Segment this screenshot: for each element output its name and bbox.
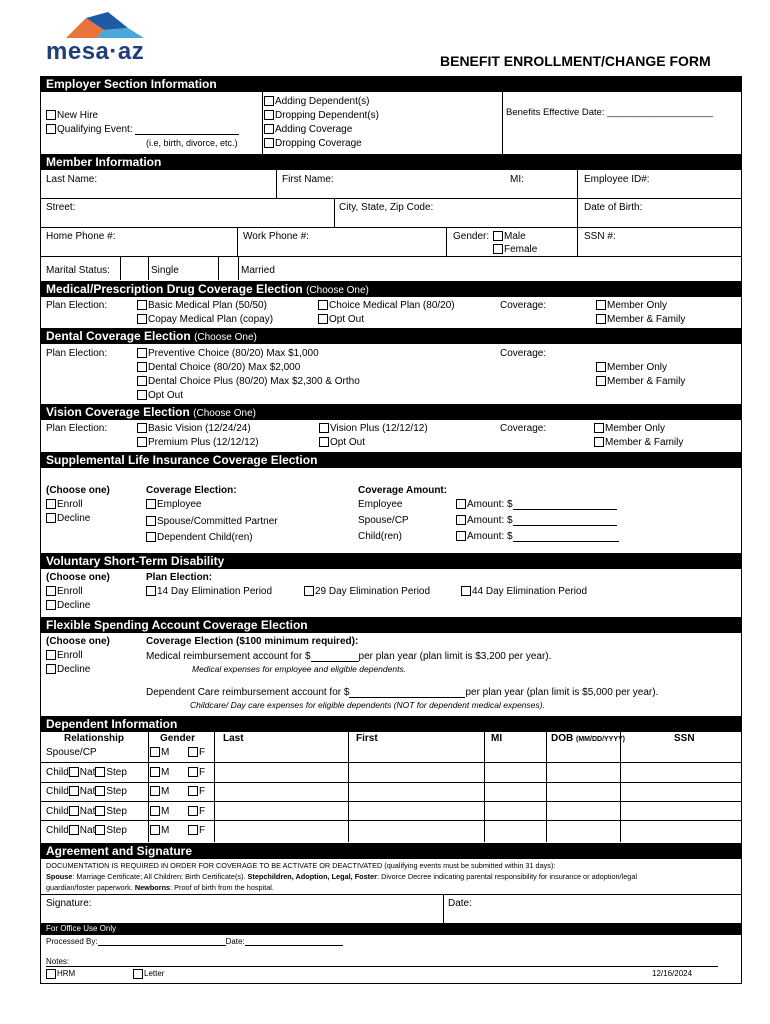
adding-coverage-checkbox[interactable] xyxy=(264,124,274,134)
life-amount-spouse-checkbox[interactable] xyxy=(456,515,466,525)
fsa-dependent-amount-field[interactable] xyxy=(349,697,465,698)
life-employee[interactable]: Employee xyxy=(146,499,201,510)
dental-member-family[interactable]: Member & Family xyxy=(596,376,685,387)
male-checkbox[interactable] xyxy=(493,231,503,241)
dependent-child-row-1: Child Nat Step xyxy=(46,767,127,778)
dental-coverage-label: Coverage: xyxy=(500,348,547,359)
hrm-checkbox[interactable] xyxy=(46,969,56,979)
child4-nat-checkbox[interactable] xyxy=(69,825,79,835)
medical-opt-out-checkbox[interactable] xyxy=(318,314,328,324)
office-section-header: For Office Use Only xyxy=(40,923,742,935)
fsa-choose-one: (Choose one) xyxy=(46,636,110,647)
marital-status-label: Marital Status: xyxy=(46,265,110,276)
change-adding-dependents[interactable]: Adding Dependent(s) xyxy=(264,96,370,107)
col-relationship: Relationship xyxy=(64,733,125,744)
agreement-section-header: Agreement and Signature xyxy=(40,843,742,859)
col-last: Last xyxy=(223,733,244,744)
fsa-section-header: Flexible Spending Account Coverage Election xyxy=(40,617,742,633)
col-first: First xyxy=(356,733,378,744)
life-amount-spouse[interactable]: Amount: $ xyxy=(456,515,617,526)
life-amount-children-label: Child(ren) xyxy=(358,531,402,542)
qualifying-event-checkbox[interactable] xyxy=(46,124,56,134)
medical-plan-election-label: Plan Election: xyxy=(46,300,108,311)
child4-gender-m[interactable]: M xyxy=(150,825,169,836)
first-name-label: First Name: xyxy=(282,174,334,185)
child4-gender-f[interactable]: F xyxy=(188,825,205,836)
qualifying-event-option[interactable]: Qualifying Event: xyxy=(46,124,239,135)
medical-choice-checkbox[interactable] xyxy=(318,300,328,310)
vision-premium-checkbox[interactable] xyxy=(137,437,147,447)
adding-dependents-checkbox[interactable] xyxy=(264,96,274,106)
life-enroll[interactable]: Enroll xyxy=(46,499,83,510)
dental-member-only[interactable]: Member Only xyxy=(596,362,667,373)
life-amount-children[interactable]: Amount: $ xyxy=(456,531,619,542)
change-dropping-dependents[interactable]: Dropping Dependent(s) xyxy=(264,110,379,121)
child1-m-checkbox[interactable] xyxy=(150,767,160,777)
dental-choice[interactable]: Dental Choice (80/20) Max $2,000 xyxy=(137,362,300,373)
life-decline-checkbox[interactable] xyxy=(46,513,56,523)
qualifying-hint: (i.e, birth, divorce, etc.) xyxy=(146,138,238,148)
life-amount-children-field[interactable] xyxy=(513,541,619,542)
mi-label: MI: xyxy=(510,174,524,185)
child2-f-checkbox[interactable] xyxy=(188,786,198,796)
benefits-effective-date[interactable]: Benefits Effective Date: ____________________ xyxy=(506,107,713,118)
child3-gender-f[interactable]: F xyxy=(188,806,205,817)
life-amount-employee-field[interactable] xyxy=(513,509,617,510)
dental-choice-checkbox[interactable] xyxy=(137,362,147,372)
life-decline[interactable]: Decline xyxy=(46,513,90,524)
vision-plus-checkbox[interactable] xyxy=(319,423,329,433)
fsa-medical-note: Medical expenses for employee and eligible dependents. xyxy=(192,664,407,674)
life-enroll-checkbox[interactable] xyxy=(46,499,56,509)
married-option[interactable]: Married xyxy=(241,265,275,276)
agreement-line-1: DOCUMENTATION IS REQUIRED IN ORDER FOR COVERAGE TO BE ACTIVATE OR DEACTIVATED (qualifying events must be submitted within 31 days): xyxy=(46,861,556,870)
employer-section-header: Employer Section Information xyxy=(40,76,742,92)
dropping-coverage-checkbox[interactable] xyxy=(264,138,274,148)
logo-text: mesa·az xyxy=(46,38,145,65)
office-notes: Notes: xyxy=(46,957,70,966)
form-revision-date: 12/16/2024 xyxy=(652,969,693,978)
vision-section-header: Vision Coverage Election (Choose One) xyxy=(40,404,742,420)
work-phone-label: Work Phone #: xyxy=(243,231,309,242)
dental-preventive[interactable]: Preventive Choice (80/20) Max $1,000 xyxy=(137,348,319,359)
fsa-decline[interactable]: Decline xyxy=(46,664,90,675)
hrm-option[interactable]: HRM xyxy=(46,969,75,979)
medical-member-only-checkbox[interactable] xyxy=(596,300,606,310)
home-phone-label: Home Phone #: xyxy=(46,231,116,242)
child2-gender-f[interactable]: F xyxy=(188,786,205,797)
gender-female-option[interactable]: Female xyxy=(493,244,537,255)
vision-member-only[interactable]: Member Only xyxy=(594,423,665,434)
office-date-field[interactable] xyxy=(245,945,343,946)
dob-label: Date of Birth: xyxy=(584,202,643,213)
life-section-header: Supplemental Life Insurance Coverage Election xyxy=(40,452,742,468)
vision-coverage-label: Coverage: xyxy=(500,423,547,434)
dental-choice-plus-checkbox[interactable] xyxy=(137,376,147,386)
new-hire-checkbox[interactable] xyxy=(46,110,56,120)
life-amount-employee-label: Employee xyxy=(358,499,403,510)
new-hire-option[interactable]: New Hire xyxy=(46,110,98,121)
fsa-medical-line: Medical reimbursement account for $ per plan year (plan limit is $3,200 per year). xyxy=(146,651,552,662)
medical-member-only[interactable]: Member Only xyxy=(596,300,667,311)
change-dropping-coverage[interactable]: Dropping Coverage xyxy=(264,138,362,149)
life-coverage-election-label: Coverage Election: xyxy=(146,485,237,496)
dental-opt-out-checkbox[interactable] xyxy=(137,390,147,400)
vision-plan-election-label: Plan Election: xyxy=(46,423,108,434)
fsa-enroll[interactable]: Enroll xyxy=(46,650,83,661)
vision-member-family-checkbox[interactable] xyxy=(594,437,604,447)
life-choose-one: (Choose one) xyxy=(46,485,110,496)
child2-step-checkbox[interactable] xyxy=(95,786,105,796)
spouse-gender-m[interactable]: M xyxy=(150,747,169,758)
dependent-child-row-4: Child Nat Step xyxy=(46,825,127,836)
logo xyxy=(46,10,156,66)
child3-nat-checkbox[interactable] xyxy=(69,806,79,816)
member-section-header: Member Information xyxy=(40,154,742,170)
vision-premium-plus[interactable]: Premium Plus (12/12/12) xyxy=(137,437,259,448)
dependent-section-header: Dependent Information xyxy=(40,716,742,732)
life-amount-employee[interactable]: Amount: $ xyxy=(456,499,617,510)
std-29-day[interactable]: 29 Day Elimination Period xyxy=(304,586,430,597)
child2-nat-checkbox[interactable] xyxy=(69,786,79,796)
std-plan-election-label: Plan Election: xyxy=(146,572,213,583)
change-adding-coverage[interactable]: Adding Coverage xyxy=(264,124,352,135)
std-enroll-checkbox[interactable] xyxy=(46,586,56,596)
child3-gender-m[interactable]: M xyxy=(150,806,169,817)
child3-step-checkbox[interactable] xyxy=(95,806,105,816)
qualifying-event-field[interactable] xyxy=(135,134,239,135)
signature-date-field[interactable]: Date: xyxy=(448,898,472,909)
std-44-day[interactable]: 44 Day Elimination Period xyxy=(461,586,587,597)
std-enroll[interactable]: Enroll xyxy=(46,586,83,597)
std-44-day-checkbox[interactable] xyxy=(461,586,471,596)
dental-choice-plus[interactable]: Dental Choice Plus (80/20) Max $2,300 & Ortho xyxy=(137,376,360,387)
child3-m-checkbox[interactable] xyxy=(150,806,160,816)
dental-preventive-checkbox[interactable] xyxy=(137,348,147,358)
fsa-medical-amount-field[interactable] xyxy=(311,661,359,662)
agreement-line-3: guardian/foster paperwork. Newborns: Proof of birth from the hospital. xyxy=(46,883,274,892)
spouse-m-checkbox[interactable] xyxy=(150,747,160,757)
std-decline[interactable]: Decline xyxy=(46,600,90,611)
child1-nat-checkbox[interactable] xyxy=(69,767,79,777)
dental-section-header: Dental Coverage Election (Choose One) xyxy=(40,328,742,344)
last-name-label: Last Name: xyxy=(46,174,98,185)
processed-by-field[interactable] xyxy=(98,945,226,946)
letter-checkbox[interactable] xyxy=(133,969,143,979)
std-section-header: Voluntary Short-Term Disability xyxy=(40,553,742,569)
medical-basic-plan[interactable]: Basic Medical Plan (50/50) xyxy=(137,300,267,311)
std-14-day[interactable]: 14 Day Elimination Period xyxy=(146,586,272,597)
employee-id-label: Employee ID#: xyxy=(584,174,650,185)
ssn-label: SSN #: xyxy=(584,231,616,242)
spouse-gender-f[interactable]: F xyxy=(188,747,205,758)
gender-label: Gender: xyxy=(453,231,490,242)
child2-gender-m[interactable]: M xyxy=(150,786,169,797)
life-children-checkbox[interactable] xyxy=(146,532,156,542)
col-gender: Gender xyxy=(160,733,196,744)
child4-m-checkbox[interactable] xyxy=(150,825,160,835)
medical-basic-checkbox[interactable] xyxy=(137,300,147,310)
medical-copay-plan[interactable]: Copay Medical Plan (copay) xyxy=(137,314,273,325)
std-decline-checkbox[interactable] xyxy=(46,600,56,610)
processed-by: Processed By: Date: xyxy=(46,937,343,946)
dependent-child-row-3: Child Nat Step xyxy=(46,806,127,817)
child4-f-checkbox[interactable] xyxy=(188,825,198,835)
medical-member-family-checkbox[interactable] xyxy=(596,314,606,324)
child1-gender-f[interactable]: F xyxy=(188,767,205,778)
spouse-f-checkbox[interactable] xyxy=(188,747,198,757)
life-amount-employee-checkbox[interactable] xyxy=(456,499,466,509)
life-amount-spouse-label: Spouse/CP xyxy=(358,515,409,526)
vision-opt-out[interactable]: Opt Out xyxy=(319,437,365,448)
agreement-line-2: Spouse: Marriage Certificate; All Children: Birth Certificate(s). Stepchildren, Adoption, Legal, Foster: Divorce Decree indicating parental responsibility for insurance or adoption/legal xyxy=(46,872,638,881)
life-amount-children-checkbox[interactable] xyxy=(456,531,466,541)
child3-f-checkbox[interactable] xyxy=(188,806,198,816)
vision-plus[interactable]: Vision Plus (12/12/12) xyxy=(319,423,428,434)
dental-member-family-checkbox[interactable] xyxy=(596,376,606,386)
life-spouse[interactable]: Spouse/Committed Partner xyxy=(146,516,278,527)
life-spouse-checkbox[interactable] xyxy=(146,516,156,526)
dependent-spouse-label: Spouse/CP xyxy=(46,747,97,758)
life-amount-spouse-field[interactable] xyxy=(513,525,617,526)
form-title: BENEFIT ENROLLMENT/CHANGE FORM xyxy=(440,53,711,69)
medical-member-family[interactable]: Member & Family xyxy=(596,314,685,325)
child4-step-checkbox[interactable] xyxy=(95,825,105,835)
dropping-dependents-checkbox[interactable] xyxy=(264,110,274,120)
vision-basic-checkbox[interactable] xyxy=(137,423,147,433)
medical-opt-out[interactable]: Opt Out xyxy=(318,314,364,325)
child1-step-checkbox[interactable] xyxy=(95,767,105,777)
street-label: Street: xyxy=(46,202,76,213)
vision-member-only-checkbox[interactable] xyxy=(594,423,604,433)
fsa-coverage-election-label: Coverage Election ($100 minimum required): xyxy=(146,636,359,647)
col-dob: DOB (MM/DD/YYYY) xyxy=(551,733,626,744)
medical-copay-checkbox[interactable] xyxy=(137,314,147,324)
dental-member-only-checkbox[interactable] xyxy=(596,362,606,372)
child1-gender-m[interactable]: M xyxy=(150,767,169,778)
vision-member-family[interactable]: Member & Family xyxy=(594,437,683,448)
single-option[interactable]: Single xyxy=(151,265,179,276)
fsa-decline-checkbox[interactable] xyxy=(46,664,56,674)
dental-plan-election-label: Plan Election: xyxy=(46,348,108,359)
vision-opt-out-checkbox[interactable] xyxy=(319,437,329,447)
col-mi: MI xyxy=(491,733,503,744)
city-state-zip-label: City, State, Zip Code: xyxy=(339,202,434,213)
std-14-day-checkbox[interactable] xyxy=(146,586,156,596)
fsa-dependent-line: Dependent Care reimbursement account for $ per plan year (plan limit is $5,000 per year). xyxy=(146,687,659,698)
std-29-day-checkbox[interactable] xyxy=(304,586,314,596)
signature-field[interactable]: Signature: xyxy=(46,898,92,909)
vision-basic[interactable]: Basic Vision (12/24/24) xyxy=(137,423,251,434)
gender-male-option[interactable]: Male xyxy=(493,231,526,242)
female-checkbox[interactable] xyxy=(493,244,503,254)
col-ssn: SSN xyxy=(674,733,695,744)
medical-section-header: Medical/Prescription Drug Coverage Election (Choose One) xyxy=(40,281,742,297)
dependent-child-row-2: Child Nat Step xyxy=(46,786,127,797)
child1-f-checkbox[interactable] xyxy=(188,767,198,777)
dental-opt-out[interactable]: Opt Out xyxy=(137,390,183,401)
letter-option[interactable]: Letter xyxy=(133,969,164,979)
life-employee-checkbox[interactable] xyxy=(146,499,156,509)
fsa-dependent-note: Childcare/ Day care expenses for eligible dependents (NOT for dependent medical expenses). xyxy=(190,700,545,710)
medical-coverage-label: Coverage: xyxy=(500,300,547,311)
std-choose-one: (Choose one) xyxy=(46,572,110,583)
child2-m-checkbox[interactable] xyxy=(150,786,160,796)
notes-line[interactable] xyxy=(46,966,718,967)
life-dependent-children[interactable]: Dependent Child(ren) xyxy=(146,532,253,543)
medical-choice-plan[interactable]: Choice Medical Plan (80/20) xyxy=(318,300,455,311)
fsa-enroll-checkbox[interactable] xyxy=(46,650,56,660)
life-coverage-amount-label: Coverage Amount: xyxy=(358,485,448,496)
